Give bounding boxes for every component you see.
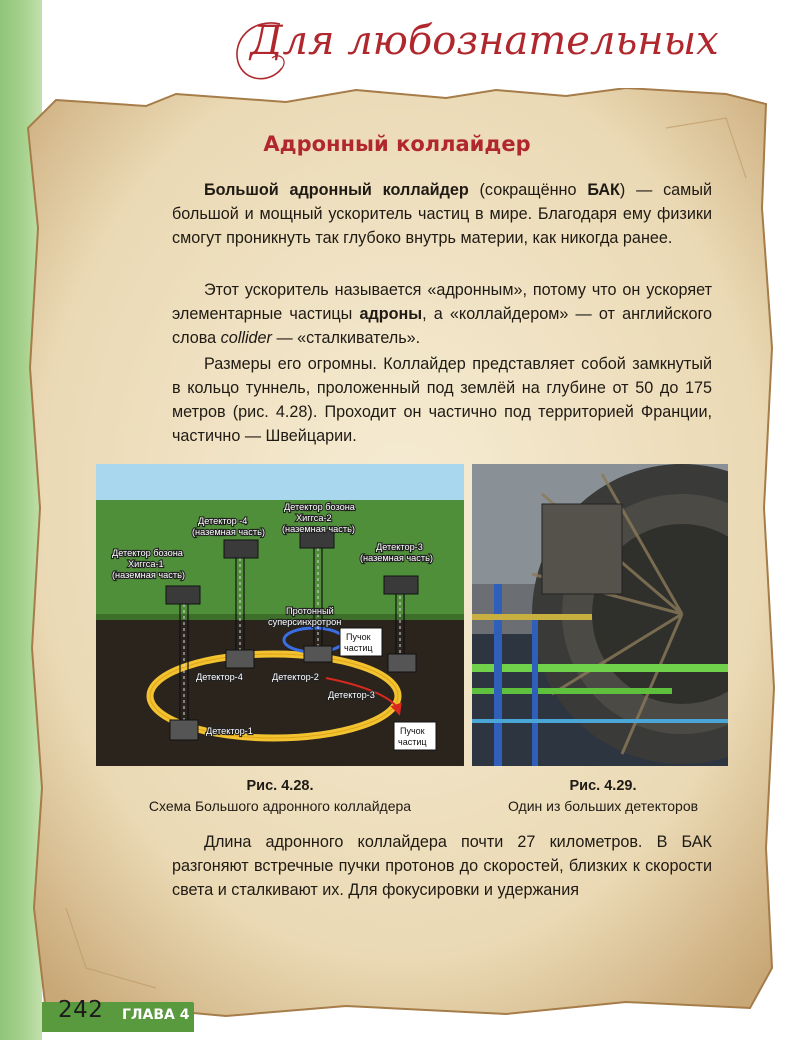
paragraph-4: Длина адронного коллайдера почти 27 километров. В БАК разгоняют встречные пучки протонов до скоростей, близких к скорости света и сталкивают их. Для фокусировки и удержания	[172, 833, 712, 899]
det4-surface-block	[224, 540, 258, 558]
label-det4: Детектор-4	[196, 672, 243, 682]
svg-text:(наземная часть): (наземная часть)	[282, 524, 355, 534]
svg-text:частиц: частиц	[398, 737, 427, 747]
svg-text:частиц: частиц	[344, 643, 373, 653]
beam-label-1	[340, 628, 382, 656]
figure1-number: Рис. 4.28.	[246, 778, 314, 794]
paragraph-1: Большой адронный коллайдер (сокращённо БАК) — самый большой и мощный ускоритель частиц в мире. Благодаря ему физики смогут проникнуть так глубоко внутрь материи, как никогда ранее.	[172, 181, 712, 247]
figure2-number: Рис. 4.29.	[569, 778, 637, 794]
page-number: 242	[58, 997, 104, 1023]
svg-text:Пучок: Пучок	[346, 632, 371, 642]
section-title: Адронный коллайдер	[263, 132, 531, 156]
beam-label-2	[394, 722, 436, 750]
svg-text:(наземная часть): (наземная часть)	[112, 570, 185, 580]
label-det4-surface: Детектор -4	[198, 516, 248, 526]
header-title: Для любознательных	[250, 18, 719, 64]
label-proton-synchrotron: Протонный	[286, 606, 334, 616]
term-collider: collider	[220, 329, 272, 347]
label-det2: Детектор-2	[272, 672, 319, 682]
paragraph-2: Этот ускоритель называется «адронным», потому что он ускоряет элементарные частицы адроны, а «коллайдером» — от английского слова collider — «сталкиватель».	[172, 281, 713, 347]
label-det1: Детектор-1	[206, 726, 253, 736]
det4-block	[226, 650, 254, 668]
detector-photo	[472, 464, 728, 766]
label-det3-surface: Детектор-3	[376, 542, 423, 552]
svg-text:суперсинхротрон: суперсинхротрон	[268, 617, 342, 627]
svg-text:Хиггса-2: Хиггса-2	[296, 513, 332, 523]
figure1-caption	[96, 776, 464, 816]
term-hadrons: адроны	[359, 305, 423, 323]
figure2-text: Один из больших детекторов	[507, 798, 699, 814]
figure2-caption	[472, 776, 734, 816]
figure1-text: Схема Большого адронного коллайдера	[148, 798, 412, 814]
det3-surface-block	[384, 576, 418, 594]
label-higgs1-surface: Детектор бозона	[112, 548, 183, 558]
higgs1-surface-block	[166, 586, 200, 604]
term-bak: БАК	[587, 181, 620, 199]
chapter-label: ГЛАВА 4	[122, 1007, 190, 1023]
svg-text:Пучок: Пучок	[400, 726, 425, 736]
det1-block	[170, 720, 198, 740]
svg-text:(наземная часть): (наземная часть)	[360, 553, 433, 563]
label-det3: Детектор-3	[328, 690, 375, 700]
svg-text:(наземная часть): (наземная часть)	[192, 527, 265, 537]
label-higgs2-surface: Детектор бозона	[284, 502, 355, 512]
term-bak-full: Большой адронный коллайдер	[204, 181, 469, 199]
collider-diagram	[96, 464, 464, 766]
det2-block	[304, 646, 332, 662]
paragraph-3: Размеры его огромны. Коллайдер представляет собой замкнутый в кольцо туннель, проложенный под землёй на глубине от 50 до 175 метров (рис. 4.28). Проходит он частично под территорией Франции, частично — Швейцарии.	[172, 355, 712, 445]
svg-text:Хиггса-1: Хиггса-1	[128, 559, 164, 569]
det3-block	[388, 654, 416, 672]
